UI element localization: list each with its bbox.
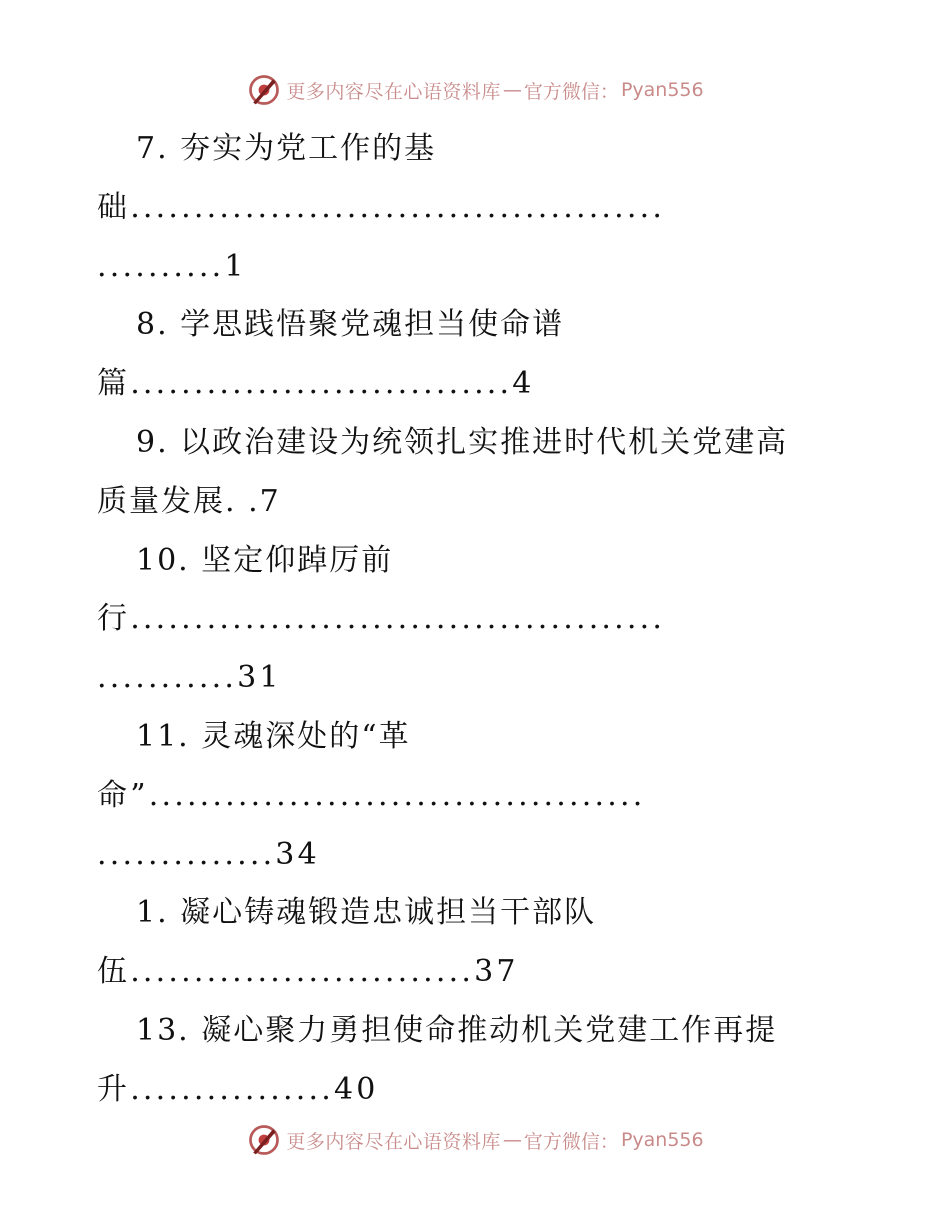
toc-entry-leader: 础..........................................: [97, 189, 666, 225]
toc-entry-leader: ...........31: [97, 660, 282, 696]
toc-entry-leader: ..............34: [97, 836, 320, 872]
watermark-contact-id: Pyan556: [620, 1129, 704, 1151]
pen-logo-icon: [246, 1122, 282, 1158]
toc-entry-title: 13. 凝心聚力勇担使命推动机关党建工作再提: [136, 1012, 778, 1048]
watermark-contact-id: Pyan556: [620, 79, 704, 101]
watermark-separator: —: [502, 1129, 522, 1151]
watermark-text: 更多内容尽在心语资料库: [286, 80, 501, 103]
toc-entry-title: 10. 坚定仰踔厉前: [136, 542, 394, 578]
footer-watermark: [0, 1120, 950, 1160]
toc-entry-leader: 行..........................................: [97, 601, 666, 637]
pen-logo-icon: [246, 72, 282, 108]
toc-entry-title: 9. 以政治建设为统领扎实推进时代机关党建高: [136, 424, 789, 460]
toc-entry-leader: ..........1: [97, 248, 247, 284]
toc-entry-title: 7. 夯实为党工作的基: [136, 131, 437, 166]
toc-entry-leader: 命”.......................................: [97, 777, 646, 813]
header-watermark: [0, 70, 950, 110]
toc-entry-leader: 质量发展. .7: [97, 483, 281, 519]
table-of-contents: [97, 120, 857, 1120]
watermark-contact-label: 官方微信：: [523, 1130, 619, 1153]
toc-entry-leader: 篇..............................4: [97, 366, 535, 402]
watermark-separator: —: [502, 79, 522, 101]
watermark-text: 更多内容尽在心语资料库: [286, 1130, 501, 1153]
toc-entry-title: 8. 学思践悟聚党魂担当使命谱: [136, 307, 565, 343]
toc-entry-leader: 升................40: [97, 1071, 379, 1107]
toc-entry-title: 1. 凝心铸魂锻造忠诚担当干部队: [136, 895, 597, 931]
toc-entry-title: 11. 灵魂深处的“革: [136, 718, 411, 754]
watermark-contact-label: 官方微信：: [523, 80, 619, 103]
toc-entry-leader: 伍...........................37: [97, 954, 519, 990]
